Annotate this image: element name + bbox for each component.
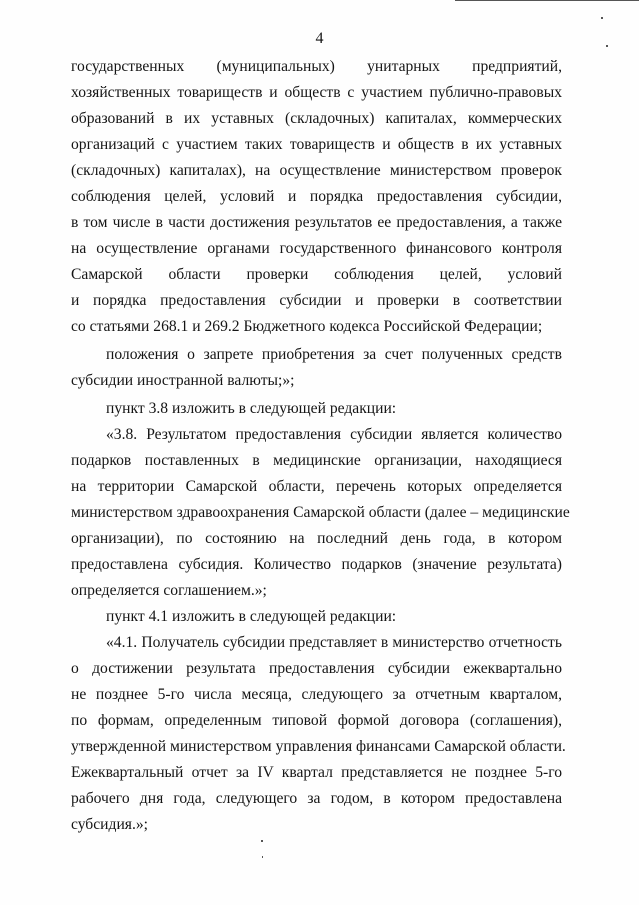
text-line: в том числе в части достижения результатов ее предоставления, а также <box>71 214 562 231</box>
text-line: хозяйственных товариществ и обществ с участием публично-правовых <box>71 84 562 101</box>
text-line: (складочных) капиталах), на осуществление министерством проверок <box>71 162 562 179</box>
text-line: субсидии иностранной валюты;»; <box>71 372 295 389</box>
scan-dot <box>262 856 263 858</box>
text-line: предоставлена субсидия. Количество подарков (значение результата) <box>71 556 562 573</box>
text-line: на осуществление органами государственного финансового контроля <box>71 240 562 257</box>
text-line: пункт 4.1 изложить в следующей редакции: <box>106 608 397 625</box>
text-line: организации), по состоянию на последний день года, в котором <box>71 530 562 547</box>
text-line: организаций с участием таких товариществ и обществ в их уставных <box>71 136 562 153</box>
text-line: о достижении результата предоставления субсидии ежеквартально <box>71 660 562 677</box>
scan-dot <box>601 17 603 19</box>
scan-dot <box>261 840 263 842</box>
scan-mark-top <box>455 0 639 1</box>
text-line: министерством здравоохранения Самарской области (далее – медицинские <box>71 504 570 521</box>
text-line: по формам, определенным типовой формой договора (соглашения), <box>71 712 562 729</box>
text-line: пункт 3.8 изложить в следующей редакции: <box>106 400 397 417</box>
text-line: положения о запрете приобретения за счет полученных средств <box>106 346 562 363</box>
text-line: и порядка предоставления субсидии и проверки в соответствии <box>71 292 562 309</box>
text-line: образований в их уставных (складочных) капиталах, коммерческих <box>71 110 562 127</box>
text-line: субсидия.»; <box>71 816 148 833</box>
text-line: на территории Самарской области, перечень которых определяется <box>71 478 562 495</box>
text-line: Самарской области проверки соблюдения целей, условий <box>71 266 562 283</box>
text-line: «4.1. Получатель субсидии представляет в министерство отчетность <box>106 634 562 651</box>
text-line: не позднее 5-го числа месяца, следующего за отчетным кварталом, <box>71 686 562 703</box>
text-line: «3.8. Результатом предоставления субсидии является количество <box>106 426 562 443</box>
text-line: утвержденной министерством управления финансами Самарской области. <box>71 738 566 755</box>
text-line: определяется соглашением.»; <box>71 582 267 599</box>
text-line: Ежеквартальный отчет за IV квартал представляется не позднее 5-го <box>71 764 562 781</box>
text-line: государственных (муниципальных) унитарных предприятий, <box>71 58 562 75</box>
text-line: рабочего дня года, следующего за годом, в котором предоставлена <box>71 790 562 807</box>
text-line: подарков поставленных в медицинские организации, находящиеся <box>71 452 562 469</box>
text-line: соблюдения целей, условий и порядка предоставления субсидии, <box>71 188 562 205</box>
text-line: со статьями 268.1 и 269.2 Бюджетного кодекса Российской Федерации; <box>71 318 543 335</box>
page-number: 4 <box>315 30 324 47</box>
